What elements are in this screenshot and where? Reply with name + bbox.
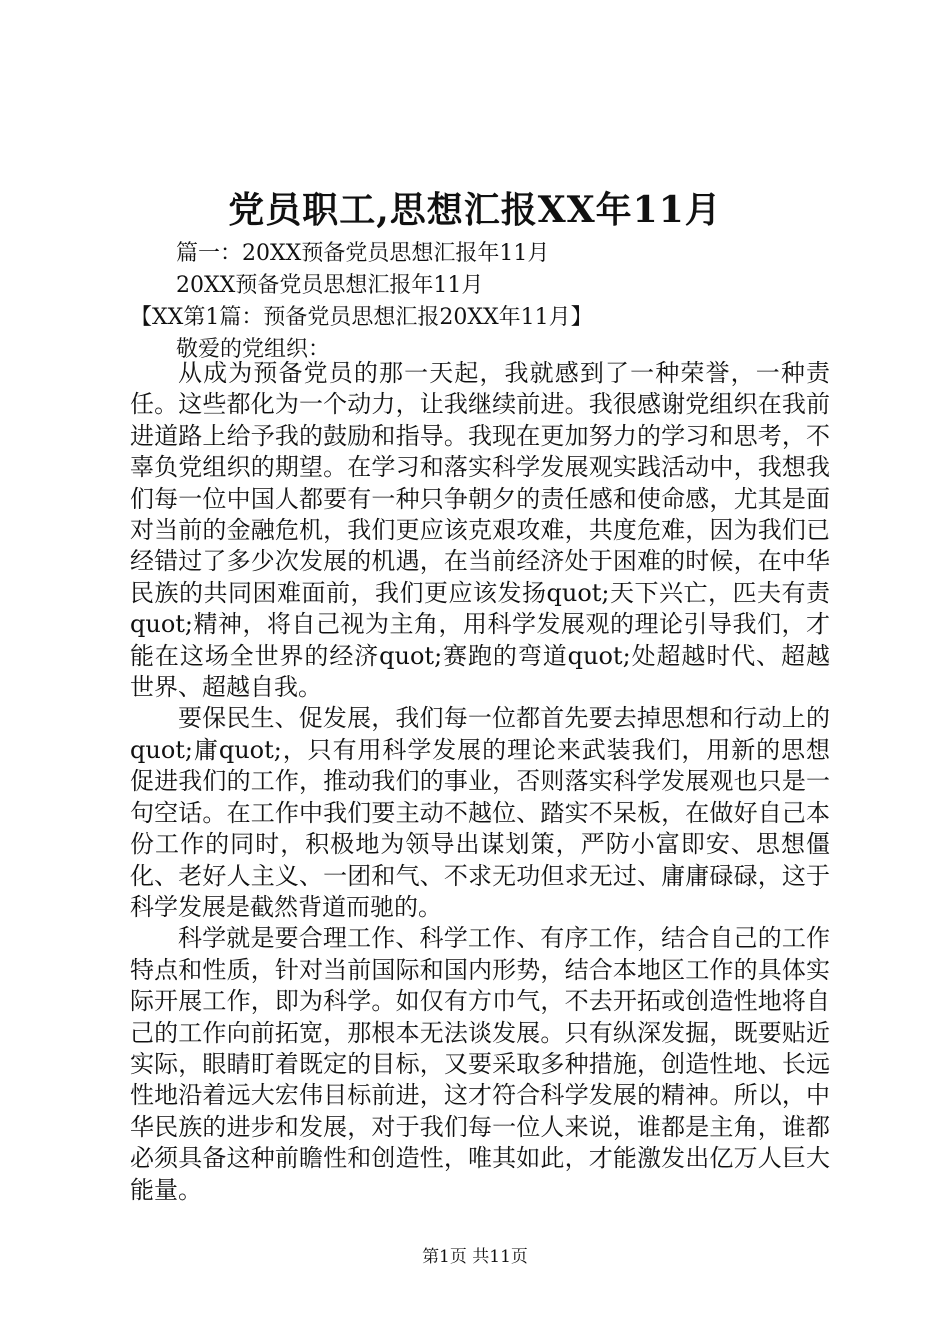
page-number-footer: 第1页 共11页: [422, 1247, 528, 1267]
body-paragraph: 要保民生、促发展，我们每一位都首先要去掉思想和行动上的quot;庸quot;，只有用科学发展的理论来武装我们，用新的思想促进我们的工作，推动我们的事业，否则落实科学发展观也只是一句空话。在工作中我们要主动不越位、踏实不呆板，在做好自己本份工作的同时，积极地为领导出谋划策，严防小富即安、思想僵化、老好人主义、一团和气、不求无功但求无过、庸庸碌碌，这于科学发展是截然背道而驰的。: [130, 704, 830, 921]
subheading-bracketed-title: 【XX第1篇：预备党员思想汇报20XX年11月】: [130, 305, 593, 330]
body-paragraph: 科学就是要合理工作、科学工作、有序工作，结合自己的工作特点和性质，针对当前国际和国内形势，结合本地区工作的具体实际开展工作，即为科学。如仅有方巾气，不去开拓或创造性地将自己的工作向前拓宽，那根本无法谈发展。只有纵深发掘，既要贴近实际，眼睛盯着既定的目标，又要采取多种措施，创造性地、长远性地沿着远大宏伟目标前进，这才符合科学发展的精神。所以，中华民族的进步和发展，对于我们每一位人来说，谁都是主角，谁都必须具备这种前瞻性和创造性，唯其如此，才能激发出亿万人巨大能量。: [130, 924, 830, 1204]
salutation: 敬爱的党组织：: [176, 337, 331, 362]
subheading-report-date: 20XX预备党员思想汇报年11月: [176, 273, 484, 298]
page-title: 党员职工,思想汇报XX年11月: [228, 189, 722, 231]
body-paragraph: 从成为预备党员的那一天起，我就感到了一种荣誉，一种责任。这些都化为一个动力，让我继续前进。我很感谢党组织在我前进道路上给予我的鼓励和指导。我现在更加努力的学习和思考，不辜负党组织的期望。在学习和落实科学发展观实践活动中，我想我们每一位中国人都要有一种只争朝夕的责任感和使命感，尤其是面对当前的金融危机，我们更应该克艰攻难，共度危难，因为我们已经错过了多少次发展的机遇，在当前经济处于困难的时候，在中华民族的共同困难面前，我们更应该发扬quot;天下兴亡，匹夫有责quot;精神，将自己视为主角，用科学发展观的理论引导我们，才能在这场全世界的经济quot;赛跑的弯道quot;处超越时代、超越世界、超越自我。: [130, 359, 830, 702]
document-body: [130, 358, 830, 1206]
subheading-article-one: 篇一：20XX预备党员思想汇报年11月: [176, 241, 550, 266]
